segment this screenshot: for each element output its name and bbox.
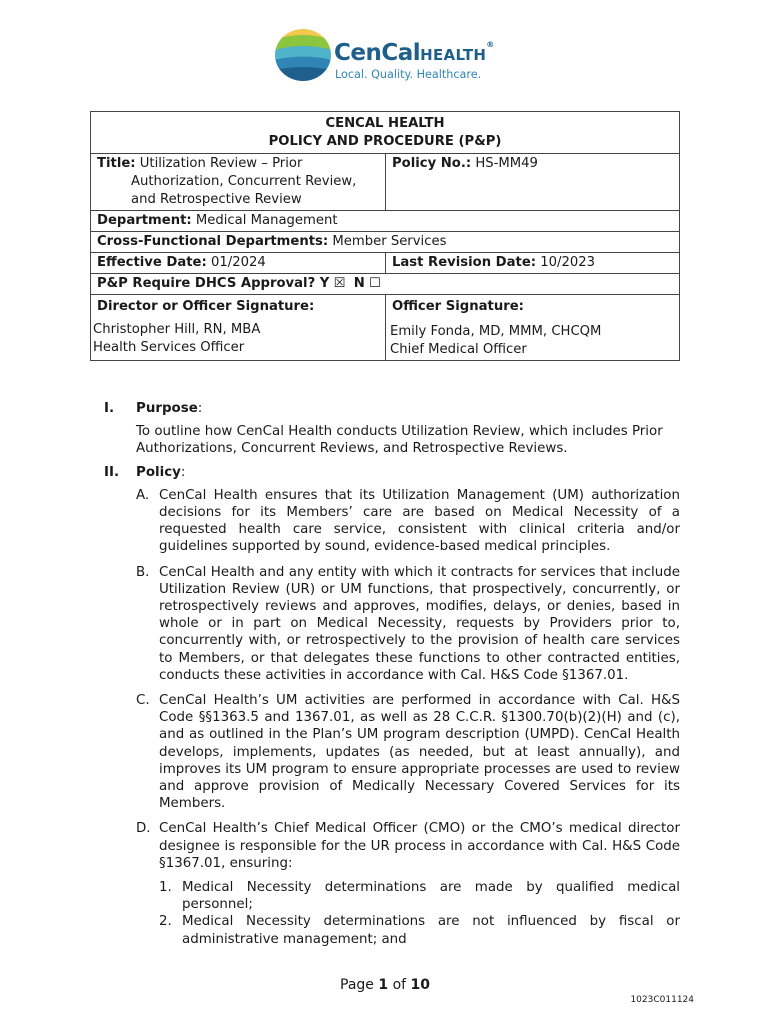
list-item [136,487,680,556]
logo-reg-mark: ® [486,40,495,49]
logo-brand-health: HEALTH [420,46,487,64]
header-title-cell [91,112,680,154]
officer-sig-label-cell [386,295,680,318]
section-purpose [90,400,680,458]
department-value: Medical Management [195,213,338,228]
page-footer [0,977,770,993]
cross-dept-value: Member Services [332,234,447,249]
policy-no-value: HS-MM49 [475,156,538,171]
item-text: CenCal Health ensures that its Utilization Management (UM) authorization decisions for its Members’ care are based on Medical Necessity of a requested health care service, consistent with clinical criteria and/or guidelines supported by sound, evidence-based medical principles. [159,487,680,555]
list-item [136,564,680,684]
section-title-colon: : [180,464,186,480]
policy-no-cell [386,154,680,211]
page-prefix: Page [340,977,374,993]
page-total: 10 [410,977,430,993]
sub-list-item [159,913,680,947]
purpose-text: To outline how CenCal Health conducts Utilization Review, which includes Prior Authorizations, Concurrent Reviews, and Retrospective Reviews. [136,424,663,457]
title-line-2: Authorization, Concurrent Review, [131,174,357,189]
director-sig-label: Director or Officer Signature: [97,299,315,314]
director-title: Health Services Officer [93,340,245,355]
title-label: Title: [97,156,136,171]
sub-item-number: 1. [159,880,172,896]
section-number: I. [104,401,115,416]
dhcs-yes-checkbox: ☒ [333,276,346,291]
title-line-3: and Retrospective Review [131,192,302,207]
cencal-logo [274,24,506,86]
section-title: Policy [136,464,181,480]
cross-dept-label: Cross-Functional Departments: [97,234,329,249]
department-label: Department: [97,213,192,228]
director-name: Christopher Hill, RN, MBA [93,322,261,337]
director-sig-cell [91,317,386,361]
sub-list-item [159,879,680,913]
sub-list [159,879,680,948]
title-cell [91,154,386,211]
page-of: of [392,977,407,993]
dhcs-no-label: N [353,276,365,291]
cross-dept-cell [91,232,680,253]
effective-date-value: 01/2024 [210,255,266,270]
section-title-colon: : [197,401,203,416]
logo-mark-icon [274,26,332,84]
sub-item-text: Medical Necessity determinations are made by qualified medical personnel; [182,880,680,913]
dhcs-approval-cell [91,274,680,295]
dhcs-no-checkbox: ☐ [369,276,381,291]
sub-item-number: 2. [159,914,172,930]
sub-item-text: Medical Necessity determinations are not influenced by fiscal or administrative management; and [182,914,680,947]
dhcs-label: P&P Require DHCS Approval? Y [97,276,330,291]
logo-tagline: Local. Quality. Healthcare. [335,68,482,81]
document-body [90,400,680,956]
item-letter: B. [136,564,150,580]
list-item [136,820,680,947]
item-letter: D. [136,821,151,837]
item-text: CenCal Health’s UM activities are performed in accordance with Cal. H&S Code §§1363.5 and 1367.01, as well as 28 C.C.R. §1300.70(b)(2)(H) and (c), and as outlined in the Plan’s UM program description (UMPD). CenCal Health develops, implements, updates (as needed, but at least annually), and improves its UM program to ensure appropriate processes are used to review and approve provision of Medically Necessary Covered Services for its Members. [159,693,680,812]
item-letter: A. [136,487,150,503]
policy-header-table [90,111,680,361]
title-line-1: Utilization Review – Prior [139,156,303,171]
logo-brand [334,40,494,66]
document-code: 1023C011124 [630,995,694,1005]
department-cell [91,211,680,232]
list-item [136,692,680,812]
effective-date-label: Effective Date: [97,255,207,270]
policy-no-label: Policy No.: [392,156,472,171]
revision-date-value: 10/2023 [540,255,596,270]
officer-name: Emily Fonda, MD, MMM, CHCQM [390,324,602,339]
item-text: CenCal Health and any entity with which it contracts for services that include Utilization Review (UR) or UM functions, that prospectively, concurrently, or retrospectively reviews and approves, modifies, delays, or denies, based in whole or in part on Medical Necessity, requests by Providers prior to, concurrently with, or retrospectively to the provision of health care services to Members, or that delegates these functions to other contracted entities, conducts these activities in accordance with Cal. H&S Code §1367.01. [159,564,680,683]
item-letter: C. [136,693,150,709]
section-title: Purpose [136,401,198,416]
director-sig-label-cell [91,295,386,318]
section-number: II. [104,464,120,480]
revision-date-cell [386,253,680,274]
officer-sig-cell [386,317,680,361]
item-text: CenCal Health’s Chief Medical Officer (CMO) or the CMO’s medical director designee is responsible for the UR process in accordance with Cal. H&S Code §1367.01, ensuring: [159,821,680,871]
doc-type: POLICY AND PROCEDURE (P&P) [268,134,502,149]
effective-date-cell [91,253,386,274]
page-current: 1 [378,977,389,993]
logo-brand-main: CenCal [334,40,421,66]
org-name: CENCAL HEALTH [325,116,445,131]
revision-date-label: Last Revision Date: [392,255,537,270]
section-policy [90,464,680,948]
officer-sig-label: Officer Signature: [392,299,524,314]
officer-title: Chief Medical Officer [390,342,527,357]
